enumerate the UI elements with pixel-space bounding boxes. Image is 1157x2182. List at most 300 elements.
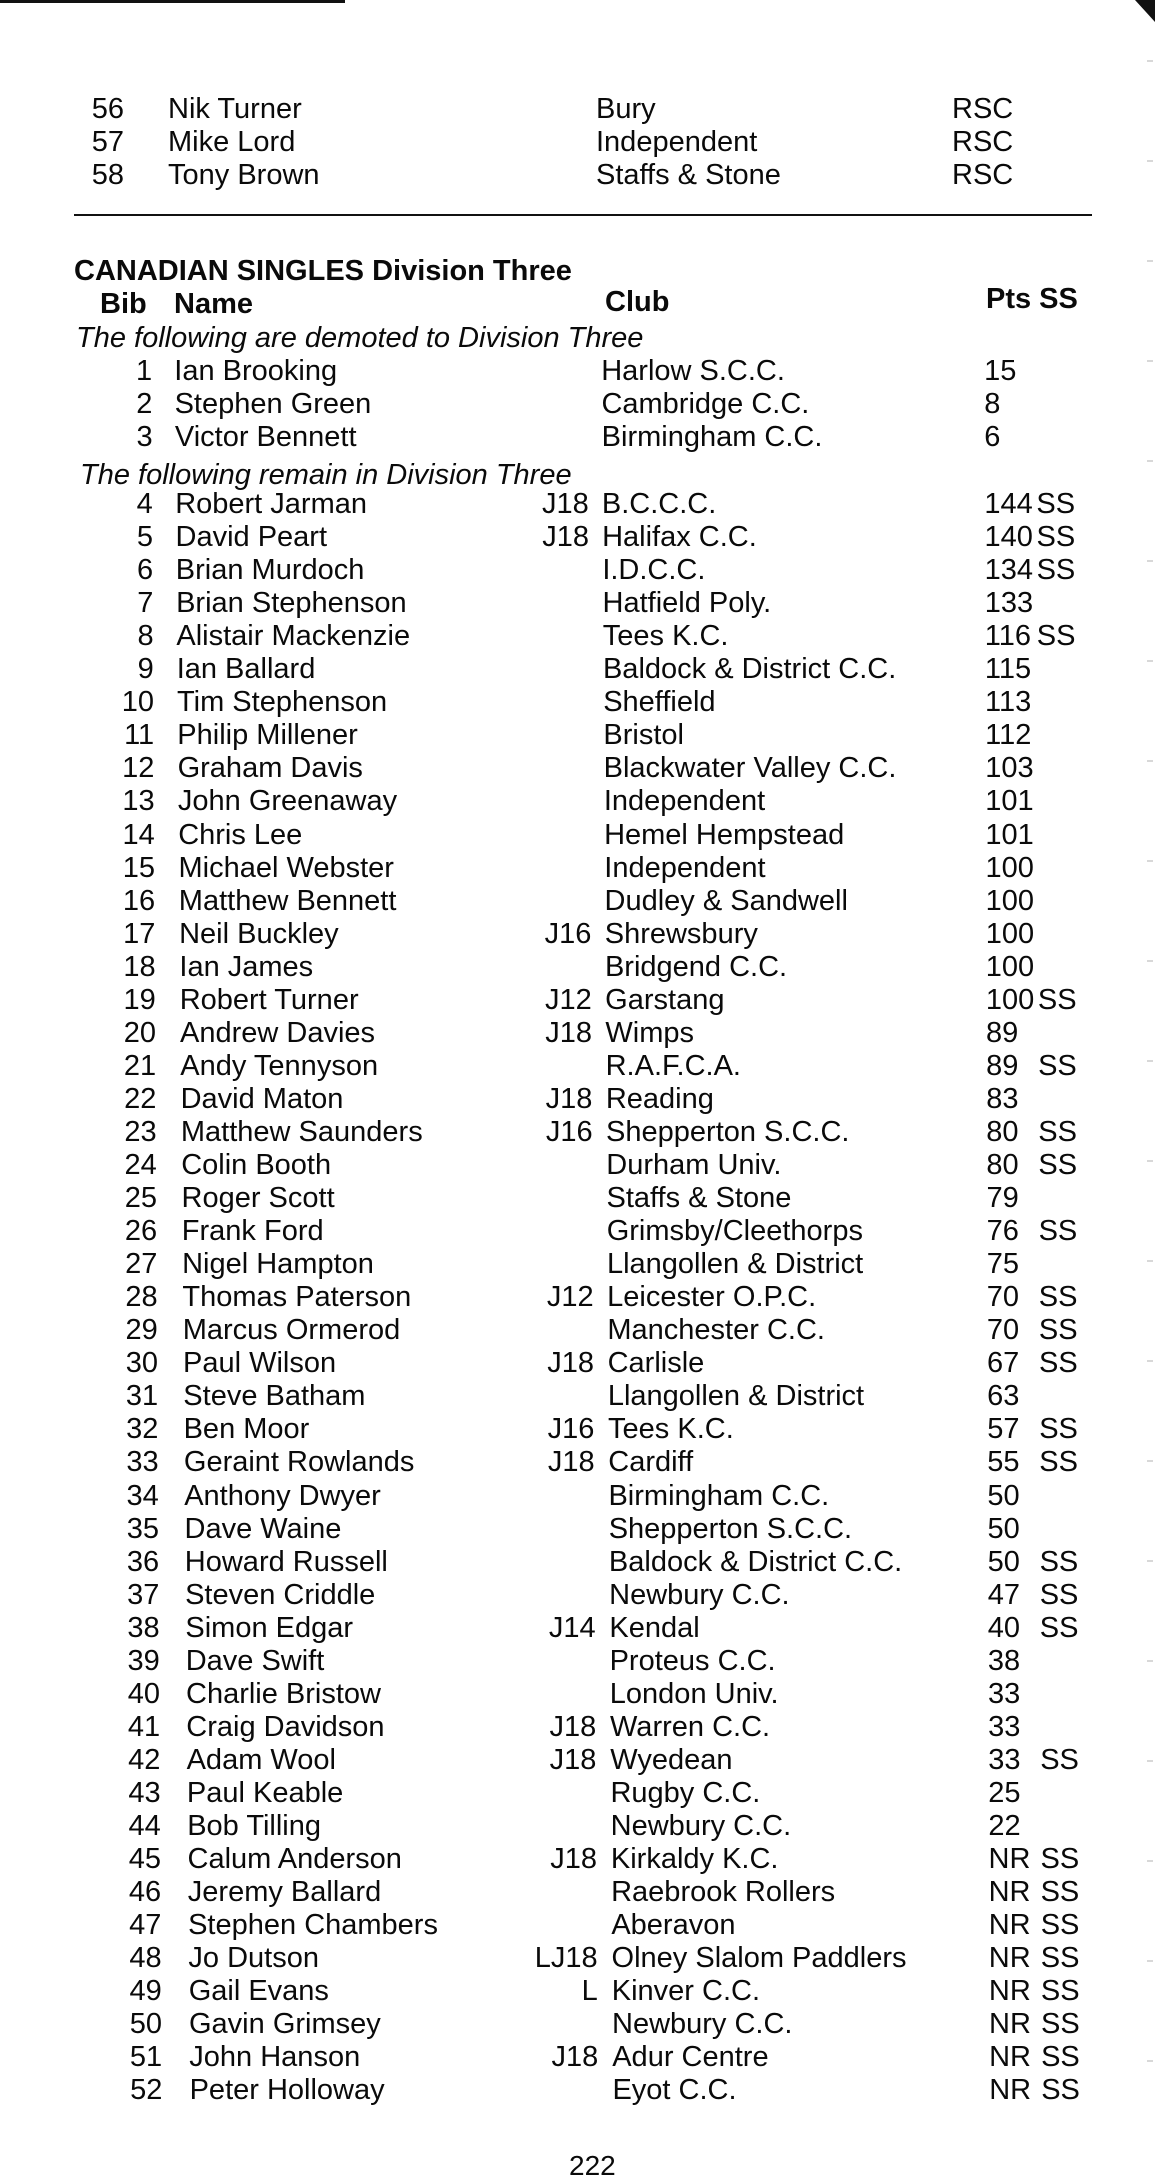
points-value: RSC xyxy=(952,126,1014,158)
competitor-name: Bob Tilling xyxy=(187,1810,321,1842)
competitor-name: Dave Waine xyxy=(184,1512,342,1545)
section-title: CANADIAN SINGLES Division Three xyxy=(74,255,572,287)
table-row xyxy=(0,1379,1157,1413)
points-value: 100 xyxy=(985,884,1034,917)
ss-flag: SS xyxy=(1036,554,1076,587)
ss-flag: SS xyxy=(1041,2041,1080,2074)
table-row xyxy=(0,1875,1157,1909)
club-name: Proteus C.C. xyxy=(609,1644,776,1677)
points-value: 89 xyxy=(986,1049,1019,1082)
points-value: 89 xyxy=(986,1016,1019,1049)
competitor-name: Andrew Davies xyxy=(180,1016,376,1049)
table-row xyxy=(0,1908,1157,1942)
ss-flag: SS xyxy=(1039,1347,1078,1380)
club-name: Staffs & Stone xyxy=(606,1182,792,1215)
class-code: LJ18 xyxy=(534,1942,598,1975)
competitor-name: Ian Ballard xyxy=(176,653,316,686)
bib-number: 48 xyxy=(129,1942,162,1975)
bib-number: 6 xyxy=(137,554,154,587)
competitor-name: Victor Bennett xyxy=(174,421,357,454)
points-value: 79 xyxy=(986,1182,1019,1215)
ss-flag: SS xyxy=(1039,1545,1079,1578)
points-value: NR xyxy=(988,1909,1031,1942)
competitor-name: Craig Davidson xyxy=(186,1710,385,1743)
club-name: Eyot C.C. xyxy=(612,2074,737,2107)
ss-flag: SS xyxy=(1038,1149,1078,1181)
competitor-name: Jeremy Ballard xyxy=(187,1876,382,1909)
competitor-name: Nik Turner xyxy=(168,93,302,125)
bib-number: 27 xyxy=(125,1248,158,1281)
table-row xyxy=(0,1578,1157,1612)
competitor-name: Stephen Green xyxy=(174,388,372,421)
table-row xyxy=(0,718,1157,752)
ss-flag: SS xyxy=(1036,620,1076,653)
class-code: J16 xyxy=(545,1115,593,1148)
competitor-name: Steven Criddle xyxy=(185,1578,376,1611)
points-value: NR xyxy=(989,2041,1031,2074)
bib-number: 32 xyxy=(126,1413,159,1446)
page-number: 222 xyxy=(569,2150,616,2181)
bib-number: 51 xyxy=(129,2041,163,2074)
competitor-name: David Maton xyxy=(180,1082,344,1115)
class-code: J12 xyxy=(546,1281,594,1314)
bib-number: 41 xyxy=(127,1710,161,1743)
table-row xyxy=(0,751,1157,785)
table-row xyxy=(0,1974,1157,2008)
bib-number: 33 xyxy=(126,1446,159,1479)
points-value: 63 xyxy=(987,1380,1020,1413)
bib-number: 21 xyxy=(123,1049,157,1082)
class-code: J18 xyxy=(542,521,589,554)
ss-flag: SS xyxy=(1039,1578,1079,1611)
table-row xyxy=(0,1214,1157,1248)
table-row xyxy=(0,818,1157,852)
points-value: 6 xyxy=(984,421,1001,454)
competitor-name: David Peart xyxy=(175,521,328,554)
ss-flag: SS xyxy=(1040,1743,1079,1776)
competitor-name: Peter Holloway xyxy=(189,2074,385,2107)
class-code: J18 xyxy=(549,1743,597,1776)
competitor-name: Calum Anderson xyxy=(187,1843,402,1876)
table-row xyxy=(0,1512,1157,1546)
table-row xyxy=(0,1412,1157,1446)
points-value: NR xyxy=(989,2008,1031,2041)
table-row xyxy=(0,1710,1157,1744)
table-row xyxy=(0,685,1157,719)
class-code: J14 xyxy=(548,1611,596,1644)
competitor-name: Graham Davis xyxy=(177,752,363,785)
bib-number: 9 xyxy=(137,653,154,686)
table-row xyxy=(0,1082,1157,1116)
bib-number: 18 xyxy=(123,950,156,983)
bib-number: 20 xyxy=(123,1016,156,1049)
points-value: RSC xyxy=(952,93,1014,125)
bib-number: 15 xyxy=(122,851,155,884)
class-code: J16 xyxy=(544,917,592,950)
club-name: London Univ. xyxy=(609,1677,779,1710)
bib-number: 13 xyxy=(122,785,155,818)
table-row xyxy=(0,1611,1157,1645)
bib-number: 50 xyxy=(129,2008,162,2041)
ss-flag: SS xyxy=(1041,2074,1080,2107)
club-name: Rugby C.C. xyxy=(610,1776,761,1809)
competitor-name: Robert Turner xyxy=(179,983,359,1016)
club-name: Tees K.C. xyxy=(602,620,729,653)
bib-number: 47 xyxy=(129,1909,162,1942)
competitor-name: Dave Swift xyxy=(185,1644,325,1677)
club-name: Shepperton S.C.C. xyxy=(608,1512,853,1545)
column-header-bib: Bib xyxy=(100,288,147,320)
club-name: Kinver C.C. xyxy=(611,1975,761,2008)
points-value: 115 xyxy=(984,653,1032,686)
ss-flag: SS xyxy=(1039,1611,1079,1644)
table-row xyxy=(0,586,1157,620)
competitor-name: John Greenaway xyxy=(177,785,398,818)
club-name: Reading xyxy=(605,1082,714,1115)
class-code: J18 xyxy=(542,488,589,520)
bib-number: 45 xyxy=(128,1843,161,1876)
club-name: Bridgend C.C. xyxy=(604,950,788,983)
points-value: 113 xyxy=(985,686,1032,719)
points-value: NR xyxy=(988,1876,1031,1909)
club-name: Carlisle xyxy=(607,1347,705,1380)
class-code: J16 xyxy=(547,1413,595,1446)
bib-number: 46 xyxy=(128,1876,162,1909)
club-name: Blackwater Valley C.C. xyxy=(603,752,897,785)
class-code: J18 xyxy=(549,1710,597,1743)
table-row xyxy=(0,1280,1157,1314)
competitor-name: Ian Brooking xyxy=(174,355,338,387)
bib-number: 43 xyxy=(128,1776,161,1809)
ss-flag: SS xyxy=(1040,1909,1080,1942)
bib-number: 1 xyxy=(136,355,153,387)
bib-number: 42 xyxy=(128,1743,161,1776)
bib-number: 34 xyxy=(126,1479,159,1512)
club-name: Bury xyxy=(596,93,656,125)
points-value: 103 xyxy=(985,752,1034,785)
points-value: 100 xyxy=(985,851,1034,884)
competitor-name: Adam Wool xyxy=(186,1743,336,1776)
points-value: 40 xyxy=(987,1611,1021,1644)
ss-flag: SS xyxy=(1040,1942,1080,1975)
bib-number: 14 xyxy=(122,818,155,851)
competitor-name: Brian Murdoch xyxy=(175,554,365,587)
bib-number: 44 xyxy=(128,1810,161,1842)
bib-number: 37 xyxy=(127,1578,160,1611)
points-value: 50 xyxy=(987,1512,1020,1545)
competitor-name: Alistair Mackenzie xyxy=(176,620,411,653)
points-value: 100 xyxy=(985,917,1035,950)
points-value: NR xyxy=(988,1843,1031,1876)
ss-flag: SS xyxy=(1040,1975,1080,2008)
club-name: Birmingham C.C. xyxy=(601,421,823,454)
bib-number: 24 xyxy=(124,1149,157,1181)
club-name: Baldock & District C.C. xyxy=(602,653,897,686)
section-divider xyxy=(74,214,1092,216)
table-row xyxy=(0,553,1157,587)
competitor-name: Matthew Saunders xyxy=(180,1115,423,1148)
table-row xyxy=(0,619,1157,653)
table-row xyxy=(0,158,1157,192)
competitor-name: Marcus Ormerod xyxy=(182,1314,401,1347)
ss-flag: SS xyxy=(1038,1115,1077,1148)
table-row xyxy=(0,1809,1157,1843)
club-name: B.C.C.C. xyxy=(601,488,717,520)
points-value: 101 xyxy=(985,785,1034,818)
ss-flag: SS xyxy=(1036,488,1076,520)
bib-number: 3 xyxy=(136,421,153,454)
class-code: J18 xyxy=(545,1082,593,1115)
bib-number: 8 xyxy=(137,620,154,653)
points-value: NR xyxy=(988,1975,1031,2008)
bib-number: 56 xyxy=(91,93,124,125)
ss-flag: SS xyxy=(1039,1413,1078,1446)
club-name: Staffs & Stone xyxy=(596,159,781,191)
club-name: Kendal xyxy=(609,1611,700,1644)
points-value: 101 xyxy=(985,818,1034,851)
table-row xyxy=(0,1181,1157,1215)
competitor-name: Neil Buckley xyxy=(179,917,339,950)
competitor-name: Simon Edgar xyxy=(185,1611,354,1644)
competitor-name: Anthony Dwyer xyxy=(184,1479,381,1512)
bib-number: 12 xyxy=(122,752,155,785)
table-row xyxy=(0,1016,1157,1050)
club-name: Wimps xyxy=(605,1016,694,1049)
club-name: Sheffield xyxy=(603,686,716,719)
points-value: 47 xyxy=(987,1578,1020,1611)
table-row xyxy=(0,92,1157,126)
ss-flag: SS xyxy=(1038,1049,1077,1082)
club-name: Halifax C.C. xyxy=(602,521,757,554)
table-row xyxy=(0,1743,1157,1777)
competitor-name: Stephen Chambers xyxy=(188,1909,438,1942)
points-value: 70 xyxy=(986,1281,1020,1314)
table-row xyxy=(0,950,1157,984)
club-name: R.A.F.C.A. xyxy=(605,1049,741,1082)
points-value: 76 xyxy=(986,1215,1019,1248)
table-row xyxy=(0,652,1157,686)
column-header-club: Club xyxy=(605,286,670,318)
table-row xyxy=(0,784,1157,818)
points-value: 83 xyxy=(986,1082,1019,1115)
points-value: 38 xyxy=(987,1644,1021,1677)
table-row xyxy=(0,1776,1157,1810)
table-row xyxy=(0,1677,1157,1711)
club-name: Shrewsbury xyxy=(604,917,758,950)
points-value: 57 xyxy=(987,1413,1020,1446)
points-value: 70 xyxy=(986,1314,1020,1347)
competitor-name: Brian Stephenson xyxy=(176,587,407,620)
table-row xyxy=(0,1313,1157,1347)
bib-number: 17 xyxy=(123,917,156,950)
bib-number: 40 xyxy=(127,1677,160,1710)
bib-number: 23 xyxy=(124,1115,157,1148)
points-value: 116 xyxy=(984,620,1032,653)
points-value: 50 xyxy=(987,1479,1020,1512)
table-row xyxy=(0,851,1157,885)
points-value: 144 xyxy=(984,488,1033,520)
bib-number: 28 xyxy=(125,1281,158,1314)
table-row xyxy=(0,354,1157,388)
table-row xyxy=(0,125,1157,159)
club-name: Shepperton S.C.C. xyxy=(606,1115,850,1148)
column-header-name: Name xyxy=(174,288,253,320)
bib-number: 36 xyxy=(126,1545,160,1578)
club-name: Garstang xyxy=(605,983,725,1016)
points-value: 75 xyxy=(986,1248,1019,1281)
competitor-name: Jo Dutson xyxy=(188,1942,319,1975)
points-value: 100 xyxy=(985,950,1035,983)
competitor-name: Tim Stephenson xyxy=(177,686,388,719)
club-name: Independent xyxy=(604,851,766,884)
competitor-name: Philip Millener xyxy=(177,719,358,752)
club-name: Baldock & District C.C. xyxy=(608,1545,903,1578)
competitor-name: Mike Lord xyxy=(168,126,296,158)
ss-flag: SS xyxy=(1041,2008,1080,2041)
bib-number: 49 xyxy=(129,1975,162,2008)
points-value: 22 xyxy=(988,1810,1021,1842)
table-row xyxy=(0,884,1157,918)
table-row xyxy=(0,1346,1157,1380)
competitor-name: Gavin Grimsey xyxy=(189,2008,381,2041)
competitor-name: Charlie Bristow xyxy=(186,1677,381,1710)
points-value: 134 xyxy=(984,554,1033,587)
bib-number: 11 xyxy=(124,719,155,752)
club-name: Wyedean xyxy=(610,1743,733,1776)
top-rule xyxy=(0,0,345,3)
points-value: 55 xyxy=(987,1446,1020,1479)
points-value: 15 xyxy=(984,355,1017,387)
points-value: 100 xyxy=(985,983,1035,1016)
bib-number: 19 xyxy=(123,983,156,1016)
table-row xyxy=(0,1148,1157,1182)
table-row xyxy=(0,2073,1157,2107)
ss-flag: SS xyxy=(1039,1446,1078,1479)
ss-flag: SS xyxy=(1037,983,1077,1016)
column-header-pts-ss: Pts SS xyxy=(986,283,1078,315)
class-code: J18 xyxy=(550,1843,597,1876)
bib-number: 58 xyxy=(91,159,124,191)
bib-number: 22 xyxy=(124,1082,157,1115)
competitor-name: Michael Webster xyxy=(178,851,394,884)
competitor-name: Nigel Hampton xyxy=(182,1248,374,1281)
points-value: 133 xyxy=(984,587,1034,620)
table-row xyxy=(0,1842,1157,1876)
bib-number: 7 xyxy=(137,587,154,620)
club-name: Dudley & Sandwell xyxy=(604,884,848,917)
ss-flag: SS xyxy=(1036,521,1076,554)
remain-note: The following remain in Division Three xyxy=(80,459,572,491)
table-row xyxy=(0,1115,1157,1149)
table-row xyxy=(0,1545,1157,1579)
competitor-name: Robert Jarman xyxy=(175,488,367,520)
competitor-name: Frank Ford xyxy=(181,1215,324,1248)
competitor-name: Gail Evans xyxy=(188,1975,329,2008)
table-row xyxy=(0,2040,1157,2074)
class-code: J18 xyxy=(551,2041,599,2074)
club-name: Newbury C.C. xyxy=(610,1810,792,1842)
bib-number: 38 xyxy=(127,1611,160,1644)
club-name: Newbury C.C. xyxy=(609,1578,790,1611)
club-name: Harlow S.C.C. xyxy=(601,355,785,387)
club-name: Birmingham C.C. xyxy=(608,1479,830,1512)
competitor-name: Steve Batham xyxy=(183,1380,366,1413)
club-name: I.D.C.C. xyxy=(602,554,706,587)
club-name: Independent xyxy=(603,785,766,818)
bib-number: 52 xyxy=(130,2074,163,2107)
bib-number: 10 xyxy=(121,686,154,719)
table-row xyxy=(0,1941,1157,1975)
competitor-name: Andy Tennyson xyxy=(180,1049,379,1082)
club-name: Cambridge C.C. xyxy=(601,388,810,421)
table-row xyxy=(0,420,1157,454)
club-name: Kirkaldy K.C. xyxy=(610,1843,779,1876)
competitor-name: Paul Keable xyxy=(186,1776,344,1809)
ss-flag: SS xyxy=(1038,1281,1078,1314)
bib-number: 16 xyxy=(122,884,156,917)
competitor-name: John Hanson xyxy=(189,2041,361,2074)
competitor-name: Howard Russell xyxy=(184,1545,388,1578)
points-value: RSC xyxy=(952,159,1014,191)
ss-flag: SS xyxy=(1040,1843,1080,1876)
points-value: NR xyxy=(988,1942,1031,1975)
competitor-name: Paul Wilson xyxy=(183,1347,337,1380)
demoted-note: The following are demoted to Division Three xyxy=(76,322,644,354)
table-row xyxy=(0,387,1157,421)
points-value: 67 xyxy=(987,1347,1020,1380)
table-row xyxy=(0,520,1157,554)
club-name: Manchester C.C. xyxy=(607,1314,825,1347)
table-row xyxy=(0,1479,1157,1513)
points-value: 112 xyxy=(985,719,1032,752)
class-code: J18 xyxy=(547,1446,595,1479)
bib-number: 30 xyxy=(125,1347,158,1380)
class-code: J12 xyxy=(545,983,592,1016)
points-value: 80 xyxy=(986,1115,1019,1148)
competitor-name: Thomas Paterson xyxy=(182,1281,412,1314)
bib-number: 2 xyxy=(136,388,153,421)
club-name: Independent xyxy=(596,126,758,158)
table-row xyxy=(0,983,1157,1017)
ss-flag: SS xyxy=(1038,1215,1078,1248)
competitor-name: Ben Moor xyxy=(183,1413,310,1446)
club-name: Tees K.C. xyxy=(608,1413,734,1446)
table-row xyxy=(0,1049,1157,1083)
competitor-name: Colin Booth xyxy=(181,1149,332,1181)
club-name: Olney Slalom Paddlers xyxy=(611,1942,907,1975)
points-value: 25 xyxy=(988,1776,1021,1809)
competitor-name: Geraint Rowlands xyxy=(183,1446,415,1479)
bib-number: 29 xyxy=(125,1314,158,1347)
table-row xyxy=(0,487,1157,521)
competitor-name: Tony Brown xyxy=(168,159,320,191)
bib-number: 5 xyxy=(136,521,153,554)
corner-mark xyxy=(1135,0,1155,22)
club-name: Hemel Hempstead xyxy=(604,818,845,851)
bib-number: 25 xyxy=(124,1182,157,1215)
bib-number: 31 xyxy=(125,1380,159,1413)
competitor-name: Matthew Bennett xyxy=(178,884,397,917)
table-row xyxy=(0,1445,1157,1479)
bib-number: 26 xyxy=(124,1215,158,1248)
club-name: Cardiff xyxy=(608,1446,694,1479)
club-name: Durham Univ. xyxy=(606,1149,782,1181)
club-name: Leicester O.P.C. xyxy=(607,1281,817,1314)
points-value: NR xyxy=(989,2074,1032,2107)
points-value: 8 xyxy=(984,388,1001,421)
points-value: 33 xyxy=(988,1710,1021,1743)
points-value: 140 xyxy=(984,521,1033,554)
